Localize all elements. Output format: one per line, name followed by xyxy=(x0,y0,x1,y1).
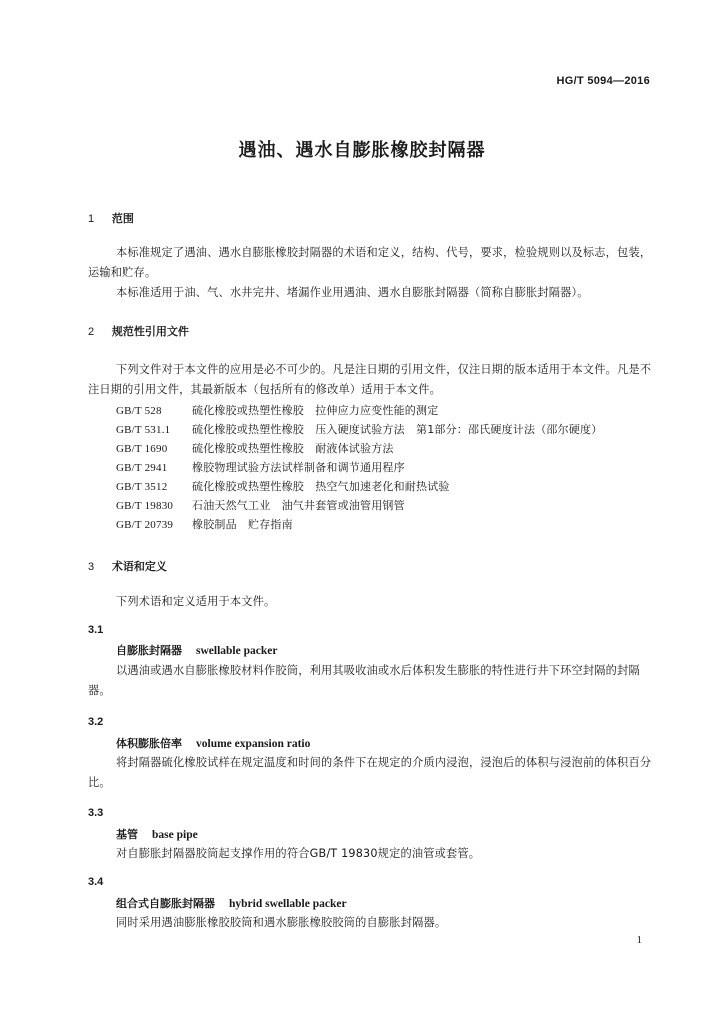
reference-title: 石油天然气工业 油气井套管或油管用钢管 xyxy=(192,499,405,512)
terms-intro: 下列术语和定义适用于本文件。 xyxy=(116,595,276,608)
term-definition: 以遇油或遇水自膨胀橡胶材料作胶筒，利用其吸收油或水后体积发生膨胀的特性进行井下环空封隔的封隔器。 xyxy=(88,664,640,697)
reference-title: 硫化橡胶或热塑性橡胶 热空气加速老化和耐热试验 xyxy=(192,480,450,493)
reference-code: GB/T 3512 xyxy=(116,481,168,493)
clause-number: 3.2 xyxy=(88,716,104,728)
term-en: swellable packer xyxy=(196,645,278,657)
scope-paragraph-2: 本标准适用于油、气、水井完井、堵漏作业用遇油、遇水自膨胀封隔器（简称自膨胀封隔器）。 xyxy=(116,286,589,299)
standard-number: HG/T 5094—2016 xyxy=(556,75,650,87)
section-title: 术语和定义 xyxy=(111,560,167,573)
reference-code: GB/T 19830 xyxy=(116,500,174,512)
term-heading xyxy=(116,826,198,842)
section-2-heading xyxy=(88,323,189,339)
reference-code: GB/T 528 xyxy=(116,405,162,417)
term-en: base pipe xyxy=(152,829,198,841)
term-en: volume expansion ratio xyxy=(196,738,311,750)
reference-item xyxy=(116,421,602,437)
reference-item xyxy=(116,402,438,418)
reference-title: 橡胶制品 贮存指南 xyxy=(192,518,293,531)
clause-number: 3.4 xyxy=(88,876,104,888)
term-zh: 体积膨胀倍率 xyxy=(116,737,182,750)
reference-item xyxy=(116,459,405,475)
reference-code: GB/T 531.1 xyxy=(116,424,171,436)
document-title: 遇油、遇水自膨胀橡胶封隔器 xyxy=(238,140,486,161)
reference-code: GB/T 1690 xyxy=(116,443,168,455)
section-title: 规范性引用文件 xyxy=(111,325,189,338)
reference-item xyxy=(116,497,405,513)
reference-title: 硫化橡胶或热塑性橡胶 压入硬度试验方法 第1部分：邵氏硬度计法（邵尔硬度） xyxy=(192,423,603,436)
reference-title: 橡胶物理试验方法试样制备和调节通用程序 xyxy=(192,461,405,474)
term-heading xyxy=(116,895,347,911)
term-zh: 组合式自膨胀封隔器 xyxy=(116,897,215,910)
term-heading xyxy=(116,642,277,658)
term-zh: 自膨胀封隔器 xyxy=(116,644,182,657)
section-title: 范围 xyxy=(111,212,134,225)
section-3-heading xyxy=(88,558,167,574)
scope-paragraph-1: 本标准规定了遇油、遇水自膨胀橡胶封隔器的术语和定义，结构、代号，要求，检验规则以及标志，包装，运输和贮存。 xyxy=(88,246,652,279)
term-definition: 将封隔器硫化橡胶试样在规定温度和时间的条件下在规定的介质内浸泡，浸泡后的体积与浸泡前的体积百分比。 xyxy=(88,756,652,789)
reference-item xyxy=(116,440,394,456)
section-number: 3 xyxy=(88,561,95,573)
term-zh: 基管 xyxy=(116,828,138,841)
section-number: 2 xyxy=(88,326,95,338)
section-number: 1 xyxy=(88,213,95,225)
term-en: hybrid swellable packer xyxy=(229,898,347,910)
reference-code: GB/T 2941 xyxy=(116,462,168,474)
term-definition: 对自膨胀封隔器胶筒起支撑作用的符合GB/T 19830规定的油管或套管。 xyxy=(116,847,481,860)
reference-title: 硫化橡胶或热塑性橡胶 拉伸应力应变性能的测定 xyxy=(192,404,439,417)
reference-item xyxy=(116,478,450,494)
reference-title: 硫化橡胶或热塑性橡胶 耐液体试验方法 xyxy=(192,442,394,455)
page-number: 1 xyxy=(636,934,642,946)
normative-intro: 下列文件对于本文件的应用是必不可少的。凡是注日期的引用文件，仅注日期的版本适用于本文件。凡是不注日期的引用文件，其最新版本（包括所有的修改单）适用于本文件。 xyxy=(88,363,652,396)
reference-item xyxy=(116,516,293,532)
clause-number: 3.3 xyxy=(88,807,104,819)
section-1-heading xyxy=(88,210,134,226)
clause-number: 3.1 xyxy=(88,624,104,636)
term-heading xyxy=(116,735,310,751)
term-definition: 同时采用遇油膨胀橡胶胶筒和遇水膨胀橡胶胶筒的自膨胀封隔器。 xyxy=(116,916,447,929)
reference-code: GB/T 20739 xyxy=(116,519,174,531)
